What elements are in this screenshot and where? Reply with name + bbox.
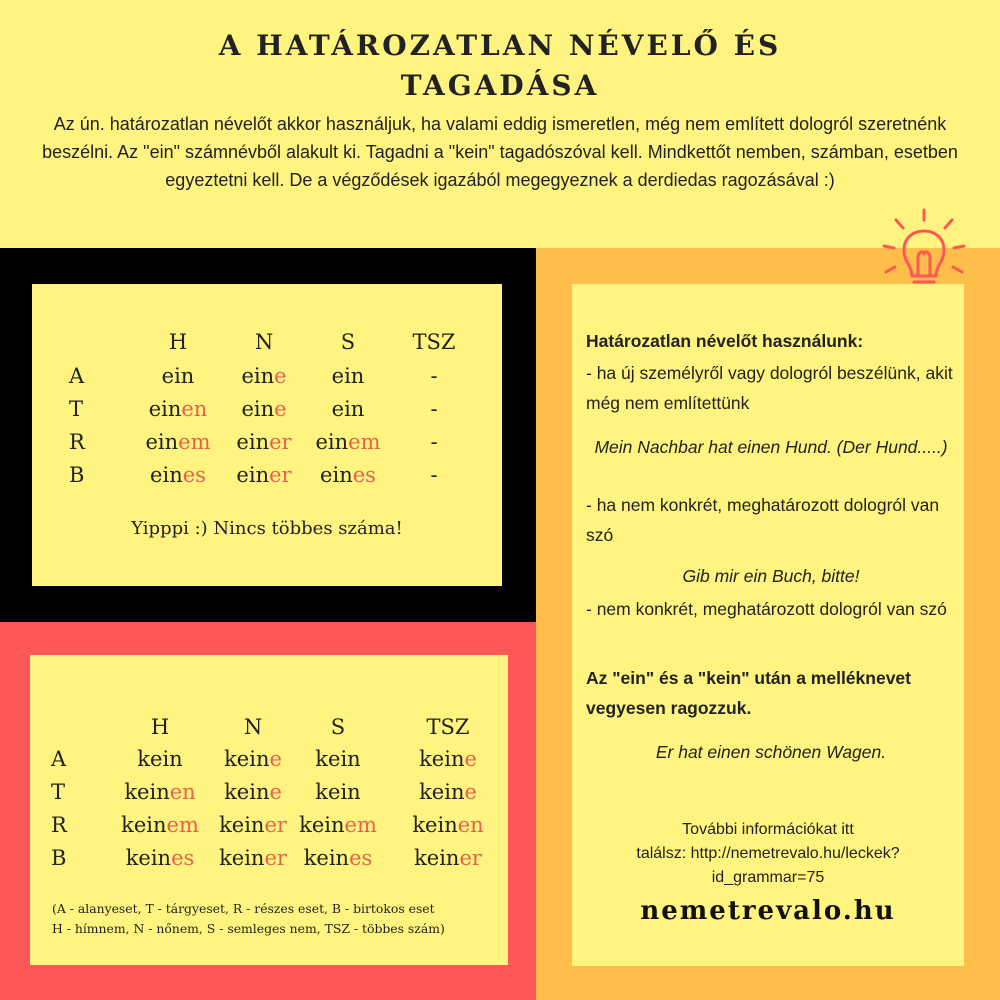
word-stem: - [430, 430, 438, 454]
case-ending: e [274, 397, 287, 421]
word-stem: kein [303, 846, 350, 870]
word-stem: ein [241, 364, 275, 388]
declension-cell [224, 780, 282, 804]
case-ending: es [352, 463, 376, 487]
column-header-n: N [254, 330, 274, 354]
row-label-a: A [69, 364, 85, 388]
declension-cell [430, 397, 437, 421]
case-ending: es [182, 463, 206, 487]
word-stem: ein [148, 397, 182, 421]
word-stem: ein [145, 430, 179, 454]
adjective-rule: Az "ein" és a "kein" után a melléknevet vegyesen ragozzuk. [586, 668, 911, 718]
page-title [0, 26, 1000, 106]
case-ending: e [464, 747, 477, 771]
declension-cell [224, 747, 282, 771]
case-ending: en [457, 813, 484, 837]
word-stem: - [430, 364, 438, 388]
declension-cell [236, 463, 291, 487]
word-stem: - [430, 397, 438, 421]
legend-line-1: (A - alanyeset, T - tárgyeset, R - részes eset, B - birtokos eset [52, 901, 435, 916]
declension-cell [419, 780, 477, 804]
word-stem: kein [137, 747, 183, 771]
usage-card [572, 284, 964, 966]
column-header-n: N [243, 715, 263, 739]
word-stem: kein [299, 813, 345, 837]
declension-cell [137, 747, 182, 771]
word-stem: ein [331, 397, 365, 421]
intro-text: Az ún. határozatlan névelőt akkor használjuk, ha valami eddig ismeretlen, még nem említett dologról szeretnénk beszélni. Az "ein" számnévből alakult ki. Tagadni a "kein" tagadószóval kell. Mindkettőt nemben, számban, esetben egyeztetni kell. De a végződések igazából megegyeznek a derdiedas ragozásával :) [42, 114, 958, 190]
declension-cell [430, 364, 437, 388]
word-stem: kein [219, 846, 265, 870]
title-line-2: TAGADÁSA [400, 69, 600, 102]
declension-cell [219, 813, 287, 837]
declension-cell [299, 813, 377, 837]
row-label-a: A [51, 747, 67, 771]
case-ending: em [178, 430, 211, 454]
info-line-3: id_grammar=75 [711, 869, 825, 886]
case-ending: e [274, 364, 287, 388]
declension-cell [150, 463, 206, 487]
row-label-b: B [69, 463, 85, 487]
case-ending: em [344, 813, 377, 837]
word-stem: kein [419, 747, 465, 771]
legend-line-2: H - hímnem, N - nőnem, S - semleges nem, TSZ - többes szám) [52, 921, 445, 936]
brand-name: nemetrevalo.hu [640, 896, 896, 926]
row-label-r: R [51, 813, 67, 837]
word-stem: kein [419, 780, 465, 804]
case-ending: en [169, 780, 196, 804]
info-line-2: találsz: http://nemetrevalo.hu/leckek? [636, 845, 900, 862]
declension-cell [315, 747, 360, 771]
case-ending: es [349, 846, 373, 870]
case-ending: er [264, 813, 287, 837]
word-stem: kein [315, 747, 361, 771]
ein-declension-card [32, 284, 502, 586]
word-stem: ein [236, 463, 270, 487]
info-line-1: További információkat itt [682, 821, 854, 838]
word-stem: ein [161, 364, 195, 388]
more-info-text [572, 818, 964, 890]
row-label-t: T [69, 397, 84, 421]
kein-declension-card [30, 655, 508, 965]
declension-cell [412, 813, 483, 837]
word-stem: ein [241, 397, 275, 421]
declension-cell [145, 430, 210, 454]
declension-cell [430, 463, 437, 487]
declension-cell [126, 846, 195, 870]
word-stem: kein [414, 846, 460, 870]
column-header-s: S [340, 330, 356, 354]
word-stem: ein [315, 430, 349, 454]
word-stem: - [430, 463, 438, 487]
declension-cell [124, 780, 195, 804]
declension-cell [315, 430, 380, 454]
declension-cell [162, 364, 195, 388]
declension-cell [332, 364, 365, 388]
word-stem: kein [125, 846, 172, 870]
declension-cell [315, 780, 360, 804]
declension-cell [414, 846, 482, 870]
header [0, 0, 1000, 248]
declension-cell [419, 747, 477, 771]
row-label-t: T [51, 780, 66, 804]
word-stem: ein [236, 430, 270, 454]
case-ending: er [269, 430, 292, 454]
declension-cell [241, 397, 286, 421]
case-ending: es [171, 846, 195, 870]
word-stem: kein [224, 780, 270, 804]
column-header-tsz: TSZ [426, 715, 470, 739]
word-stem: kein [124, 780, 170, 804]
word-stem: ein [320, 463, 353, 487]
column-header-tsz: TSZ [412, 330, 456, 354]
declension-cell [320, 463, 376, 487]
case-ending: en [181, 397, 208, 421]
column-header-h: H [168, 330, 188, 354]
column-header-s: S [330, 715, 346, 739]
column-header-h: H [150, 715, 170, 739]
word-stem: kein [121, 813, 167, 837]
declension-cell [241, 364, 286, 388]
word-stem: kein [219, 813, 265, 837]
case-ending: e [269, 780, 282, 804]
row-label-b: B [51, 846, 67, 870]
case-ending: em [166, 813, 199, 837]
no-plural-note: Yipppi :) Nincs többes száma! [131, 518, 403, 539]
example-sentence-2: Gib mir ein Buch, bitte! [682, 566, 860, 586]
declension-cell [219, 846, 287, 870]
title-line-1: A HATÁROZATLAN NÉVELŐ ÉS [218, 29, 782, 62]
usage-point-2: - ha nem konkrét, meghatározott dologról van szó [586, 495, 940, 545]
usage-heading: Határozatlan névelőt használunk: [586, 331, 864, 351]
case-ending: e [269, 747, 282, 771]
row-label-r: R [69, 430, 85, 454]
usage-point-3: - nem konkrét, meghatározott dologról van szó [586, 599, 947, 619]
case-ending: er [264, 846, 287, 870]
example-sentence-1: Mein Nachbar hat einen Hund. (Der Hund.....) [594, 437, 948, 457]
word-stem: kein [315, 780, 361, 804]
declension-cell [236, 430, 291, 454]
case-ending: er [269, 463, 292, 487]
declension-cell [149, 397, 208, 421]
case-ending: er [459, 846, 482, 870]
word-stem: kein [224, 747, 270, 771]
example-sentence-3: Er hat einen schönen Wagen. [655, 742, 887, 762]
usage-point-1: - ha új személyről vagy dologról beszélünk, akit még nem említettünk [586, 363, 953, 413]
word-stem: ein [331, 364, 365, 388]
word-stem: ein [150, 463, 183, 487]
word-stem: kein [412, 813, 458, 837]
declension-cell [304, 846, 373, 870]
case-ending: em [348, 430, 381, 454]
declension-cell [332, 397, 365, 421]
declension-cell [121, 813, 199, 837]
case-ending: e [464, 780, 477, 804]
declension-cell [430, 430, 437, 454]
abbreviation-legend [52, 899, 502, 939]
